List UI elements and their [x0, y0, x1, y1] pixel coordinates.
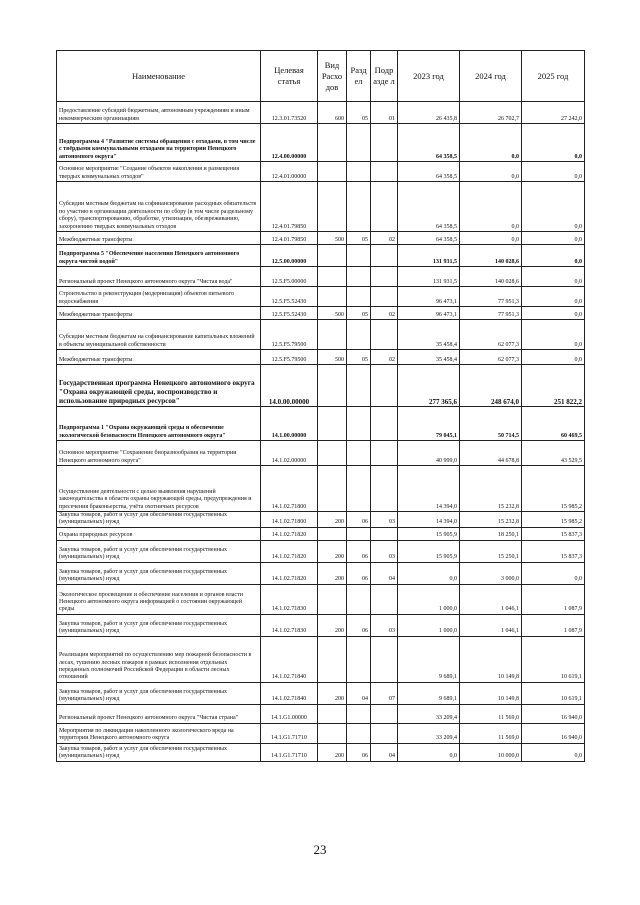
cell-name: Региональный проект Ненецкого автономного округа "Чистая страна": [57, 704, 261, 723]
cell-year-2024: 15 232,8: [460, 512, 522, 528]
cell-subsection: 04: [371, 743, 398, 761]
table-row: [57, 466, 585, 512]
cell-target-article: 14.1.02.71830: [261, 584, 318, 614]
cell-subsection: [371, 365, 398, 407]
cell-year-2023: 35 458,4: [398, 350, 460, 365]
cell-target-article: 14.1.02.71820: [261, 527, 318, 540]
cell-subsection: [371, 527, 398, 540]
cell-year-2025: 0,0: [522, 124, 585, 162]
cell-year-2023: 79 045,1: [398, 407, 460, 441]
cell-year-2024: 3 000,0: [460, 562, 522, 584]
cell-subsection: [371, 267, 398, 287]
cell-section: [347, 365, 371, 407]
cell-target-article: 14.1.02.71820: [261, 540, 318, 562]
cell-year-2025: 16 940,0: [522, 704, 585, 723]
cell-subsection: [371, 245, 398, 267]
cell-target-article: 14.1.02.71820: [261, 562, 318, 584]
cell-year-2023: 131 931,5: [398, 245, 460, 267]
cell-year-2024: 0,0: [460, 182, 522, 232]
cell-subsection: [371, 182, 398, 232]
cell-target-article: 14.1.02.71800: [261, 466, 318, 512]
cell-section: 05: [347, 102, 371, 124]
cell-section: [347, 441, 371, 466]
cell-section: 05: [347, 307, 371, 320]
cell-year-2023: 14 394,0: [398, 512, 460, 528]
cell-target-article: 14.1.02.71800: [261, 512, 318, 528]
cell-expense-type: 200: [318, 540, 347, 562]
cell-name: Закупка товаров, работ и услуг для обеспечения государственных (муниципальных) нужд: [57, 540, 261, 562]
cell-section: [347, 407, 371, 441]
cell-section: [347, 723, 371, 743]
cell-target-article: 12.5.F5.52430: [261, 307, 318, 320]
cell-target-article: 12.4.00.00000: [261, 124, 318, 162]
cell-year-2025: 15 985,2: [522, 512, 585, 528]
cell-year-2023: 0,0: [398, 743, 460, 761]
table-row: [57, 743, 585, 761]
cell-year-2025: 0,0: [522, 182, 585, 232]
table-row: [57, 307, 585, 320]
cell-subsection: 03: [371, 512, 398, 528]
cell-expense-type: [318, 466, 347, 512]
header-name: Наименование: [57, 51, 261, 102]
cell-year-2023: 96 473,1: [398, 287, 460, 307]
cell-expense-type: 500: [318, 232, 347, 245]
cell-year-2023: 26 435,8: [398, 102, 460, 124]
cell-year-2025: 251 822,2: [522, 365, 585, 407]
cell-year-2025: 43 529,5: [522, 441, 585, 466]
cell-subsection: 01: [371, 102, 398, 124]
cell-year-2023: 33 209,4: [398, 704, 460, 723]
cell-section: [347, 584, 371, 614]
cell-subsection: 02: [371, 350, 398, 365]
cell-year-2023: 40 999,0: [398, 441, 460, 466]
cell-target-article: 12.4.01.79850: [261, 182, 318, 232]
cell-name: Реализация мероприятий по осуществлению мер пожарной безопасности в лесах, тушению лесных пожаров в рамках исполнения отдельных переданных полномочий Российской Федерации в области лесных отношений: [57, 636, 261, 682]
table-row: [57, 267, 585, 287]
cell-section: [347, 245, 371, 267]
cell-name: Строительство и реконструкция (модернизация) объектов питьевого водоснабжения: [57, 287, 261, 307]
cell-subsection: 03: [371, 540, 398, 562]
cell-name: Подпрограмма 5 "Обеспечение населения Ненецкого автономного округа чистой водой": [57, 245, 261, 267]
cell-target-article: 14.1.G1.71710: [261, 723, 318, 743]
cell-target-article: 14.1.02.00000: [261, 441, 318, 466]
cell-subsection: 03: [371, 614, 398, 636]
cell-year-2023: 9 689,1: [398, 682, 460, 704]
cell-target-article: 14.1.02.71830: [261, 614, 318, 636]
cell-expense-type: [318, 704, 347, 723]
table-row: [57, 102, 585, 124]
cell-year-2025: 15 837,3: [522, 540, 585, 562]
table-row: [57, 162, 585, 182]
cell-target-article: 14.1.00.00000: [261, 407, 318, 441]
cell-expense-type: 200: [318, 562, 347, 584]
cell-name: Подпрограмма 1 "Охрана окружающей среды и обеспечение экологической безопасности Ненецкого автономного округа": [57, 407, 261, 441]
table-row: [57, 636, 585, 682]
cell-year-2025: 1 087,9: [522, 614, 585, 636]
cell-expense-type: [318, 365, 347, 407]
cell-year-2025: 1 087,9: [522, 584, 585, 614]
cell-expense-type: 500: [318, 307, 347, 320]
cell-year-2024: 248 674,0: [460, 365, 522, 407]
cell-year-2023: 64 358,5: [398, 182, 460, 232]
cell-name: Региональный проект Ненецкого автономного округа "Чистая вода": [57, 267, 261, 287]
cell-year-2023: 15 905,9: [398, 527, 460, 540]
cell-year-2023: 33 209,4: [398, 723, 460, 743]
cell-target-article: 12.4.01.00000: [261, 162, 318, 182]
cell-expense-type: [318, 267, 347, 287]
cell-target-article: 14.1.02.71840: [261, 682, 318, 704]
cell-target-article: 14.0.00.00000: [261, 365, 318, 407]
cell-year-2023: 64 358,5: [398, 124, 460, 162]
cell-year-2023: 1 000,0: [398, 584, 460, 614]
cell-section: 06: [347, 743, 371, 761]
cell-section: [347, 466, 371, 512]
cell-section: [347, 182, 371, 232]
table-row: [57, 441, 585, 466]
cell-target-article: 14.1.02.71840: [261, 636, 318, 682]
cell-name: Закупка товаров, работ и услуг для обеспечения государственных (муниципальных) нужд: [57, 682, 261, 704]
cell-target-article: 12.5.F5.79500: [261, 350, 318, 365]
cell-year-2024: 77 951,3: [460, 287, 522, 307]
cell-year-2023: 1 000,0: [398, 614, 460, 636]
cell-year-2023: 64 358,5: [398, 232, 460, 245]
cell-name: Основное мероприятие "Сохранение биоразнообразия на территории Ненецкого автономного округа": [57, 441, 261, 466]
cell-year-2025: 0,0: [522, 743, 585, 761]
cell-section: 05: [347, 232, 371, 245]
cell-name: Экологическое просвещение и обеспечение населения и органов власти Ненецкого автономного округа информацией о состоянии окружающей среды: [57, 584, 261, 614]
cell-year-2024: 10 149,8: [460, 636, 522, 682]
cell-year-2025: 15 985,2: [522, 466, 585, 512]
cell-subsection: [371, 162, 398, 182]
table-row: [57, 124, 585, 162]
cell-subsection: [371, 723, 398, 743]
cell-expense-type: [318, 527, 347, 540]
cell-expense-type: 200: [318, 743, 347, 761]
cell-target-article: 12.5.F5.00000: [261, 267, 318, 287]
cell-section: [347, 636, 371, 682]
cell-target-article: 12.5.F5.52430: [261, 287, 318, 307]
cell-year-2023: 96 473,1: [398, 307, 460, 320]
cell-section: [347, 527, 371, 540]
table-row: [57, 245, 585, 267]
cell-subsection: [371, 441, 398, 466]
cell-year-2025: 0,0: [522, 287, 585, 307]
cell-target-article: 12.5.F5.79500: [261, 320, 318, 350]
cell-expense-type: [318, 584, 347, 614]
table-row: [57, 704, 585, 723]
cell-subsection: [371, 124, 398, 162]
cell-name: Мероприятия по ликвидации накопленного экологического вреда на территории Ненецкого автономного округа: [57, 723, 261, 743]
cell-section: 06: [347, 512, 371, 528]
cell-expense-type: [318, 320, 347, 350]
header-year-2023: 2023 год: [398, 51, 460, 102]
cell-section: [347, 124, 371, 162]
cell-subsection: 07: [371, 682, 398, 704]
cell-name: Межбюджетные трансферты: [57, 307, 261, 320]
cell-year-2024: 18 250,1: [460, 527, 522, 540]
cell-expense-type: [318, 287, 347, 307]
cell-section: [347, 287, 371, 307]
cell-year-2024: 1 046,1: [460, 614, 522, 636]
table-row: [57, 365, 585, 407]
cell-section: [347, 704, 371, 723]
cell-expense-type: [318, 407, 347, 441]
table-row: [57, 723, 585, 743]
cell-year-2023: 64 358,5: [398, 162, 460, 182]
cell-section: 04: [347, 682, 371, 704]
cell-expense-type: [318, 182, 347, 232]
cell-subsection: 02: [371, 232, 398, 245]
cell-subsection: [371, 704, 398, 723]
cell-year-2025: 0,0: [522, 350, 585, 365]
cell-section: [347, 162, 371, 182]
cell-year-2024: 15 232,8: [460, 466, 522, 512]
cell-target-article: 12.3.01.73520: [261, 102, 318, 124]
cell-subsection: 04: [371, 562, 398, 584]
cell-year-2025: 0,0: [522, 320, 585, 350]
cell-expense-type: [318, 124, 347, 162]
table-row: [57, 540, 585, 562]
cell-year-2024: 11 569,0: [460, 723, 522, 743]
header-section: Разд ел: [347, 51, 371, 102]
cell-expense-type: 200: [318, 614, 347, 636]
cell-name: Основное мероприятие "Создание объектов накопления и размещения твердых коммунальных отходов": [57, 162, 261, 182]
table-body: [57, 102, 585, 762]
header-expense-type: Вид Расхо дов: [318, 51, 347, 102]
cell-year-2025: 27 242,0: [522, 102, 585, 124]
cell-year-2024: 11 569,0: [460, 704, 522, 723]
cell-year-2025: 0,0: [522, 245, 585, 267]
cell-name: Подпрограмма 4 "Развитие системы обращения с отходами, в том числе с твёрдыми коммунальными отходами на территории Ненецкого автономного округа": [57, 124, 261, 162]
cell-subsection: [371, 320, 398, 350]
cell-target-article: 12.4.01.79850: [261, 232, 318, 245]
cell-year-2024: 10 000,0: [460, 743, 522, 761]
cell-year-2023: 131 931,5: [398, 267, 460, 287]
cell-expense-type: [318, 723, 347, 743]
cell-target-article: 14.1.G1.71710: [261, 743, 318, 761]
cell-target-article: 14.1.G1.00000: [261, 704, 318, 723]
header-year-2024: 2024 год: [460, 51, 522, 102]
cell-name: Государственная программа Ненецкого автономного округа "Охрана окружающей среды, воспроизводство и использование природных ресурсов": [57, 365, 261, 407]
cell-section: [347, 320, 371, 350]
cell-year-2024: 10 149,8: [460, 682, 522, 704]
cell-year-2024: 0,0: [460, 124, 522, 162]
cell-name: Межбюджетные трансферты: [57, 350, 261, 365]
cell-year-2024: 0,0: [460, 232, 522, 245]
cell-name: Охрана природных ресурсов: [57, 527, 261, 540]
table-row: [57, 562, 585, 584]
cell-name: Закупка товаров, работ и услуг для обеспечения государственных (муниципальных) нужд: [57, 512, 261, 528]
table-row: [57, 182, 585, 232]
cell-name: Закупка товаров, работ и услуг для обеспечения государственных (муниципальных) нужд: [57, 562, 261, 584]
cell-section: 05: [347, 350, 371, 365]
budget-table: [56, 50, 585, 762]
cell-expense-type: [318, 441, 347, 466]
cell-subsection: [371, 584, 398, 614]
cell-subsection: [371, 407, 398, 441]
table-row: [57, 287, 585, 307]
table-header-row: [57, 51, 585, 102]
cell-expense-type: 500: [318, 350, 347, 365]
cell-year-2024: 26 702,7: [460, 102, 522, 124]
cell-year-2024: 62 077,3: [460, 350, 522, 365]
cell-target-article: 12.5.00.00000: [261, 245, 318, 267]
cell-name: Закупка товаров, работ и услуг для обеспечения государственных (муниципальных) нужд: [57, 743, 261, 761]
cell-year-2023: 15 905,9: [398, 540, 460, 562]
page-number: 23: [313, 842, 327, 857]
cell-year-2024: 77 951,3: [460, 307, 522, 320]
cell-year-2024: 15 250,1: [460, 540, 522, 562]
header-subsection: Подр азде л: [371, 51, 398, 102]
table-row: [57, 350, 585, 365]
cell-section: [347, 267, 371, 287]
cell-year-2025: 10 619,1: [522, 636, 585, 682]
cell-expense-type: [318, 162, 347, 182]
cell-year-2025: 15 837,3: [522, 527, 585, 540]
cell-name: Субсидии местным бюджетам на софинансирование расходных обязательств по участию в организации деятельности по сбору (в том числе раздельному сбору), транспортированию, обработке, утилизации, обезвреживанию, захоронению твердых коммунальных отходов: [57, 182, 261, 232]
table-row: [57, 614, 585, 636]
cell-year-2025: 0,0: [522, 162, 585, 182]
cell-expense-type: [318, 636, 347, 682]
table-row: [57, 584, 585, 614]
table-row: [57, 512, 585, 528]
cell-year-2023: 14 394,0: [398, 466, 460, 512]
cell-year-2023: 277 365,6: [398, 365, 460, 407]
cell-section: 06: [347, 614, 371, 636]
cell-expense-type: 600: [318, 102, 347, 124]
cell-year-2025: 10 619,1: [522, 682, 585, 704]
cell-year-2025: 0,0: [522, 307, 585, 320]
cell-year-2024: 140 028,6: [460, 245, 522, 267]
table-row: [57, 232, 585, 245]
cell-year-2023: 9 689,1: [398, 636, 460, 682]
cell-subsection: [371, 287, 398, 307]
cell-year-2025: 16 940,0: [522, 723, 585, 743]
cell-year-2024: 140 028,6: [460, 267, 522, 287]
cell-subsection: 02: [371, 307, 398, 320]
cell-name: Межбюджетные трансферты: [57, 232, 261, 245]
cell-year-2024: 1 046,1: [460, 584, 522, 614]
table-row: [57, 527, 585, 540]
cell-subsection: [371, 636, 398, 682]
cell-year-2025: 0,0: [522, 562, 585, 584]
cell-expense-type: 200: [318, 512, 347, 528]
cell-year-2023: 0,0: [398, 562, 460, 584]
cell-year-2024: 50 714,5: [460, 407, 522, 441]
header-target-article: Целевая статья: [261, 51, 318, 102]
cell-expense-type: [318, 245, 347, 267]
table-row: [57, 682, 585, 704]
cell-name: Предоставление субсидий бюджетным, автономным учреждениям и иным некоммерческим организациям: [57, 102, 261, 124]
cell-year-2025: 60 469,5: [522, 407, 585, 441]
cell-year-2025: 0,0: [522, 232, 585, 245]
cell-year-2024: 44 678,8: [460, 441, 522, 466]
table-row: [57, 320, 585, 350]
cell-expense-type: 200: [318, 682, 347, 704]
cell-year-2023: 35 458,4: [398, 320, 460, 350]
cell-year-2024: 62 077,3: [460, 320, 522, 350]
cell-name: Субсидии местным бюджетам на софинансирование капитальных вложений в объекты муниципальной собственности: [57, 320, 261, 350]
cell-name: Осуществление деятельности с целью выявления нарушений законодательства в области охраны окружающей среды, предупреждения и пресечения браконьерства, учёта охотничьих ресурсов: [57, 466, 261, 512]
cell-section: 06: [347, 540, 371, 562]
header-year-2025: 2025 год: [522, 51, 585, 102]
cell-name: Закупка товаров, работ и услуг для обеспечения государственных (муниципальных) нужд: [57, 614, 261, 636]
cell-year-2024: 0,0: [460, 162, 522, 182]
cell-subsection: [371, 466, 398, 512]
cell-section: 06: [347, 562, 371, 584]
table-row: [57, 407, 585, 441]
cell-year-2025: 0,0: [522, 267, 585, 287]
